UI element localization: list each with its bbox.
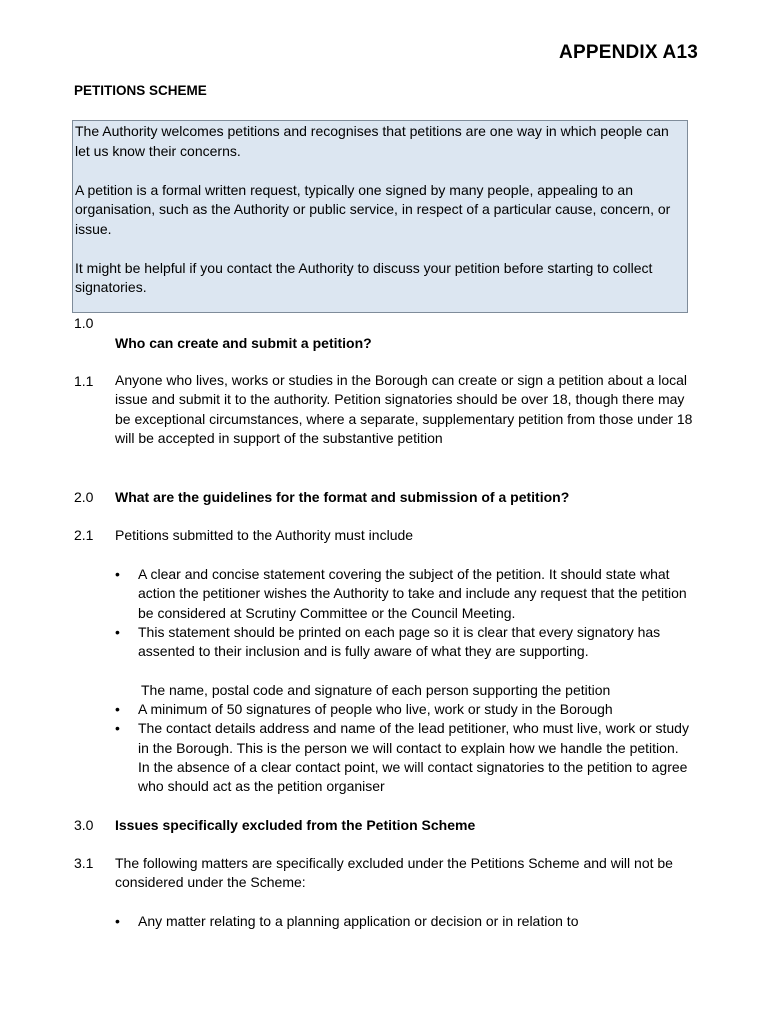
section-number: 2.0 bbox=[74, 489, 94, 505]
bullet-icon: • bbox=[115, 701, 120, 717]
list-item: • Any matter relating to a planning application or decision or in relation to bbox=[115, 912, 690, 931]
appendix-label: APPENDIX A13 bbox=[559, 42, 698, 63]
section-number: 3.0 bbox=[74, 817, 94, 833]
list-item: • The contact details address and name of the lead petitioner, who must live, work or study in the Borough. This is the person we will contact to explain how we handle the petition. In the absence of a clear contact point, we will contact signatories to the petition to agree who should act as the petition organiser bbox=[115, 720, 689, 795]
section-number: 1.0 bbox=[74, 315, 94, 331]
section-heading: Issues specifically excluded from the Petition Scheme bbox=[115, 817, 476, 833]
bullet-icon: • bbox=[115, 566, 120, 582]
section-heading: What are the guidelines for the format and submission of a petition? bbox=[115, 489, 570, 505]
intro-paragraph: A petition is a formal written request, typically one signed by many people, appealing to an organisation, such as the Authority or public service, in respect of a particular cause, concern, or issue. bbox=[75, 181, 671, 237]
document-title: PETITIONS SCHEME bbox=[74, 83, 207, 98]
section-heading: Who can create and submit a petition? bbox=[115, 335, 372, 351]
intro-box bbox=[72, 120, 688, 313]
section-text: Anyone who lives, works or studies in the Borough can create or sign a petition about a local issue and submit it to the authority. Petition signatories should be over 18, though there may be exceptional circumstances, where a separate, supplementary petition from those under 18 will be accepted in support of the substantive petition bbox=[115, 372, 693, 446]
section-text: The following matters are specifically excluded under the Petitions Scheme and will not be considered under the Scheme: bbox=[115, 855, 673, 891]
bullet-icon: • bbox=[115, 913, 120, 929]
exclusions-list bbox=[115, 912, 690, 931]
section-number: 2.1 bbox=[74, 527, 94, 543]
bullet-icon: • bbox=[115, 623, 120, 640]
requirements-list bbox=[115, 565, 690, 661]
bullet-icon: • bbox=[115, 720, 120, 737]
intro-paragraph: The Authority welcomes petitions and recognises that petitions are one way in which people can let us know their concerns. bbox=[75, 123, 669, 159]
list-item: • A clear and concise statement covering the subject of the petition. It should state what action the petitioner wishes the Authority to take and include any request that the petition be considered at Scrutiny Committee or the Council Meeting. bbox=[115, 566, 687, 621]
section-text: Petitions submitted to the Authority must include bbox=[115, 527, 414, 543]
section-number: 3.1 bbox=[74, 855, 94, 871]
section-number: 1.1 bbox=[74, 373, 94, 389]
list-item: • This statement should be printed on each page so it is clear that every signatory has assented to their inclusion and is fully aware of what they are supporting. bbox=[115, 623, 661, 660]
unbulleted-line: The name, postal code and signature of each person supporting the petition bbox=[141, 682, 611, 698]
requirements-list-continued bbox=[115, 700, 690, 796]
list-item: • A minimum of 50 signatures of people who live, work or study in the Borough bbox=[115, 700, 690, 719]
intro-paragraph: It might be helpful if you contact the Authority to discuss your petition before starting to collect signatories. bbox=[75, 259, 653, 295]
